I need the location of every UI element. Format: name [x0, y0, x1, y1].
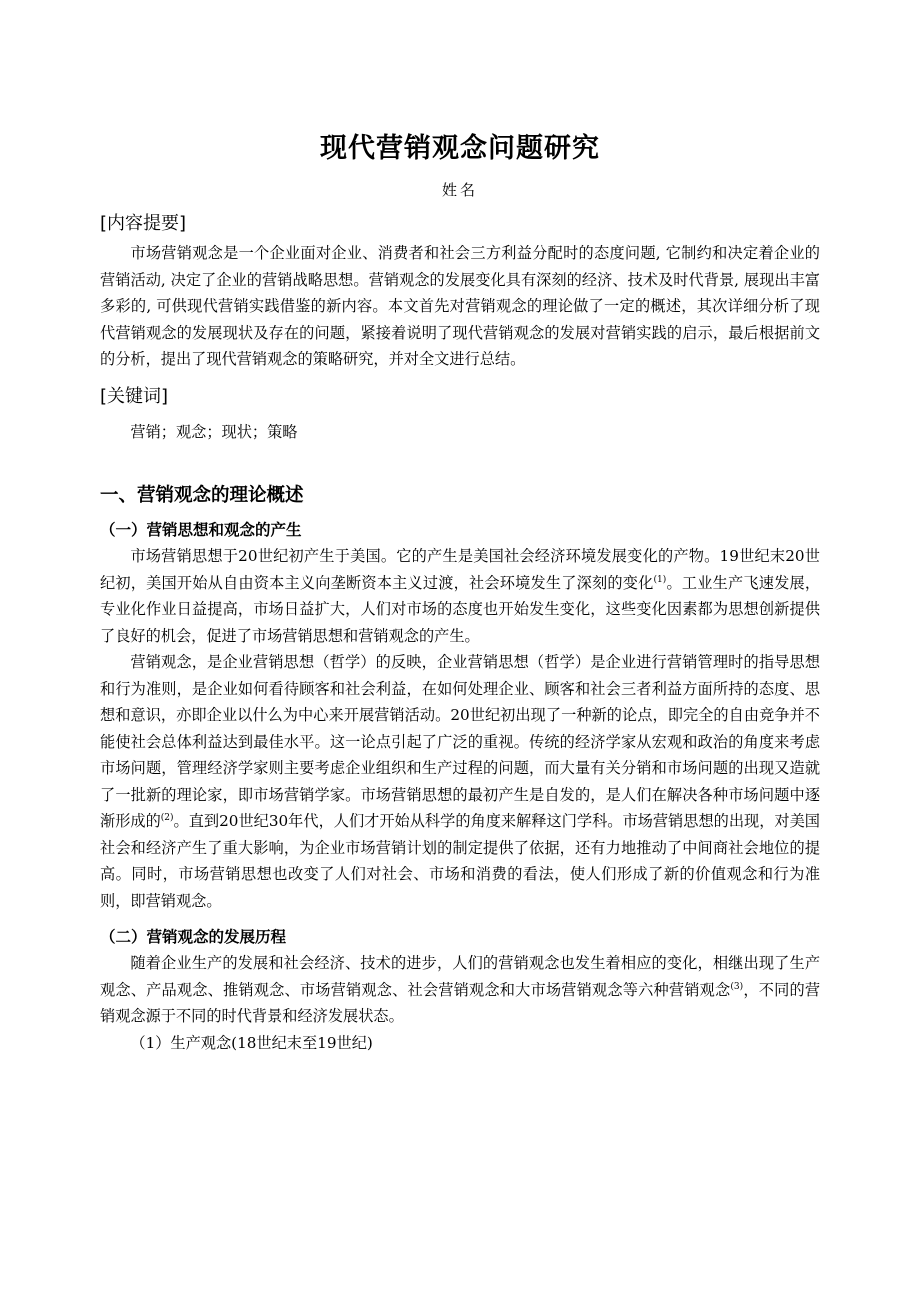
author-name: 姓名 [441, 181, 478, 199]
abstract-heading: [内容提要] [100, 213, 187, 234]
paragraph-text: 。工业生产飞速发展，专业化作业日益提高，市场日益扩大，人们对市场的态度也开始发生变化，这些变化因素都为思想创新提供了良好的机会，促进了市场营销思想和营销观念的产生。 [100, 573, 820, 645]
list-item: （1）生产观念(18世纪末至19世纪) [130, 1033, 373, 1052]
section-1-heading: 一、营销观念的理论概述 [100, 485, 304, 506]
document-title: 现代营销观念问题研究 [320, 133, 600, 164]
paragraph [100, 543, 820, 649]
paragraph-text: 随着企业生产的发展和社会经济、技术的进步，人们的营销观念也发生着相应的变化，相继出现了生产观念、产品观念、推销观念、市场营销观念、社会营销观念和大市场营销观念等六种营销观念 [100, 954, 820, 999]
keywords-heading: [关键词] [100, 385, 169, 407]
document-page [100, 118, 820, 1056]
paragraph [100, 649, 820, 914]
subsection-1-heading: （一）营销思想和观念的产生 [100, 521, 302, 539]
footnote-ref: (2) [160, 812, 174, 823]
paragraph [100, 950, 820, 1030]
paragraph-text: 。直到20世纪30年代，人们才开始从科学的角度来解释这门学科。市场营销思想的出现，对美国社会和经济产生了重大影响，为企业市场营销计划的制定提供了依据，还有力地推动了中间商社会地位的提高。同时，市场营销思想也改变了人们对社会、市场和消费的看法，使人们形成了新的价值观念和行为准则，即营销观念。 [100, 812, 820, 910]
keywords-text: 营销；观念；现状；策略 [130, 422, 298, 441]
paragraph-text: 市场营销思想于20世纪初产生于美国。它的产生是美国社会经济环境发展变化的产物。19世纪末20世纪初，美国开始从自由资本主义向垄断资本主义过渡，社会环境发生了深刻的变化 [100, 547, 820, 592]
footnote-ref: (3) [730, 981, 744, 992]
subsection-2-heading: （二）营销观念的发展历程 [100, 928, 287, 946]
footnote-ref: (1) [653, 574, 667, 585]
abstract-text: 市场营销观念是一个企业面对企业、消费者和社会三方利益分配时的态度问题, 它制约和决定着企业的营销活动, 决定了企业的营销战略思想。营销观念的发展变化具有深刻的经济、技术及时代背景, 展现出丰富多彩的, 可供现代营销实践借鉴的新内容。本文首先对营销观念的理论做了一定的概述，其次详细分析了现代营销观念的发展现状及存在的问题，紧接着说明了现代营销观念的发展对营销实践的启示，最后根据前文的分析，提出了现代营销观念的策略研究，并对全文进行总结。 [100, 244, 820, 368]
paragraph-text: ，不同的营销观念源于不同的时代背景和经济发展状态。 [100, 980, 820, 1025]
paragraph-text: 营销观念，是企业营销思想（哲学）的反映，企业营销思想（哲学）是企业进行营销管理时的指导思想和行为准则，是企业如何看待顾客和社会利益，在如何处理企业、顾客和社会三者利益方面所持的态度、思想和意识，亦即企业以什么为中心来开展营销活动。20世纪初出现了一种新的论点，即完全的自由竞争并不能使社会总体利益达到最佳水平。这一论点引起了广泛的重视。传统的经济学家从宏观和政治的角度来考虑市场问题，管理经济学家则主要考虑企业组织和生产过程的问题，而大量有关分销和市场问题的出现又造就了一批新的理论家，即市场营销学家。市场营销思想的最初产生是自发的，是人们在解决各种市场问题中逐渐形成的 [100, 653, 820, 830]
